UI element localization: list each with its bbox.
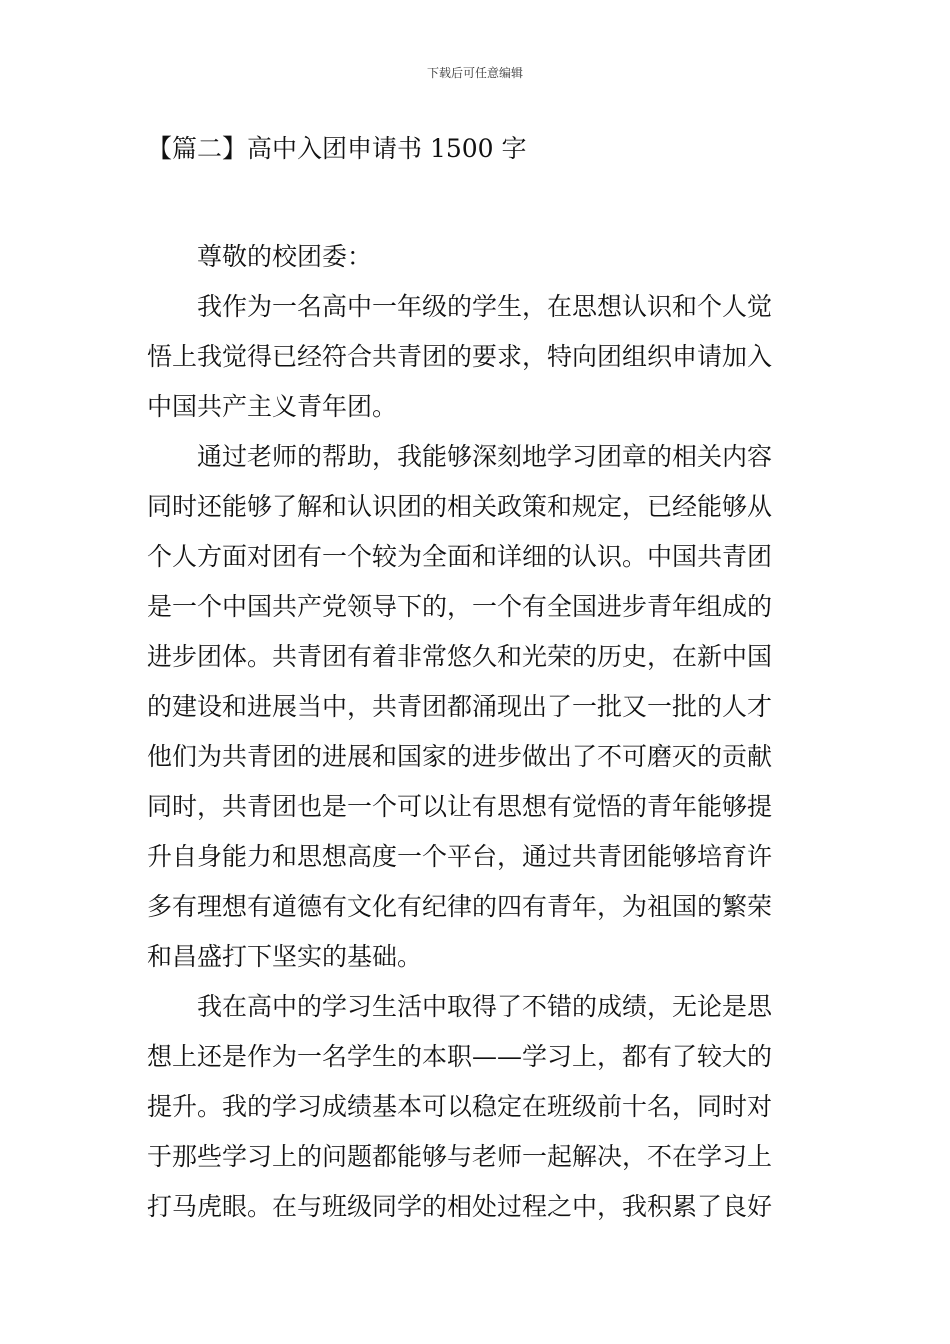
paragraph-line: 进步团体。共青团有着非常悠久和光荣的历史，在新中国 xyxy=(147,642,773,671)
paragraph-line: 中国共产主义青年团。 xyxy=(147,392,398,421)
paragraph-line: 升自身能力和思想高度一个平台，通过共青团能够培育许 xyxy=(147,842,773,871)
document-body xyxy=(147,232,807,1232)
paragraph-line: 想上还是作为一名学生的本职——学习上，都有了较大的 xyxy=(147,1042,773,1071)
paragraph-line: 是一个中国共产党领导下的，一个有全国进步青年组成的 xyxy=(147,592,773,621)
paragraph-line: 的建设和进展当中，共青团都涌现出了一批又一批的人才 xyxy=(147,692,773,721)
paragraph-line: 个人方面对团有一个较为全面和详细的认识。中国共青团 xyxy=(147,542,773,571)
paragraph-line: 同时，共青团也是一个可以让有思想有觉悟的青年能够提 xyxy=(147,792,773,821)
paragraph-line: 于那些学习上的问题都能够与老师一起解决，不在学习上 xyxy=(147,1142,773,1171)
paragraph-line: 和昌盛打下坚实的基础。 xyxy=(147,942,423,971)
paragraph-line: 提升。我的学习成绩基本可以稳定在班级前十名，同时对 xyxy=(147,1092,773,1121)
paragraph-line: 打马虎眼。在与班级同学的相处过程之中，我积累了良好 xyxy=(147,1192,773,1221)
document-title: 【篇二】高中入团申请书 1500 字 xyxy=(147,134,527,163)
paragraph-2 xyxy=(147,432,807,982)
paragraph-line: 通过老师的帮助，我能够深刻地学习团章的相关内容 xyxy=(197,442,773,471)
watermark-text: 下载后可任意编辑 xyxy=(426,66,523,80)
paragraph-1 xyxy=(147,282,807,432)
salutation: 尊敬的校团委： xyxy=(197,242,373,271)
paragraph-3 xyxy=(147,982,807,1232)
paragraph-line: 我在高中的学习生活中取得了不错的成绩，无论是思 xyxy=(197,992,773,1021)
paragraph-line: 我作为一名高中一年级的学生，在思想认识和个人觉 xyxy=(197,292,773,321)
paragraph-line: 多有理想有道德有文化有纪律的四有青年，为祖国的繁荣 xyxy=(147,892,773,921)
paragraph-line: 悟上我觉得已经符合共青团的要求，特向团组织申请加入 xyxy=(147,342,773,371)
paragraph-line: 同时还能够了解和认识团的相关政策和规定，已经能够从 xyxy=(147,492,773,521)
paragraph-line: 他们为共青团的进展和国家的进步做出了不可磨灭的贡献 xyxy=(147,742,773,771)
